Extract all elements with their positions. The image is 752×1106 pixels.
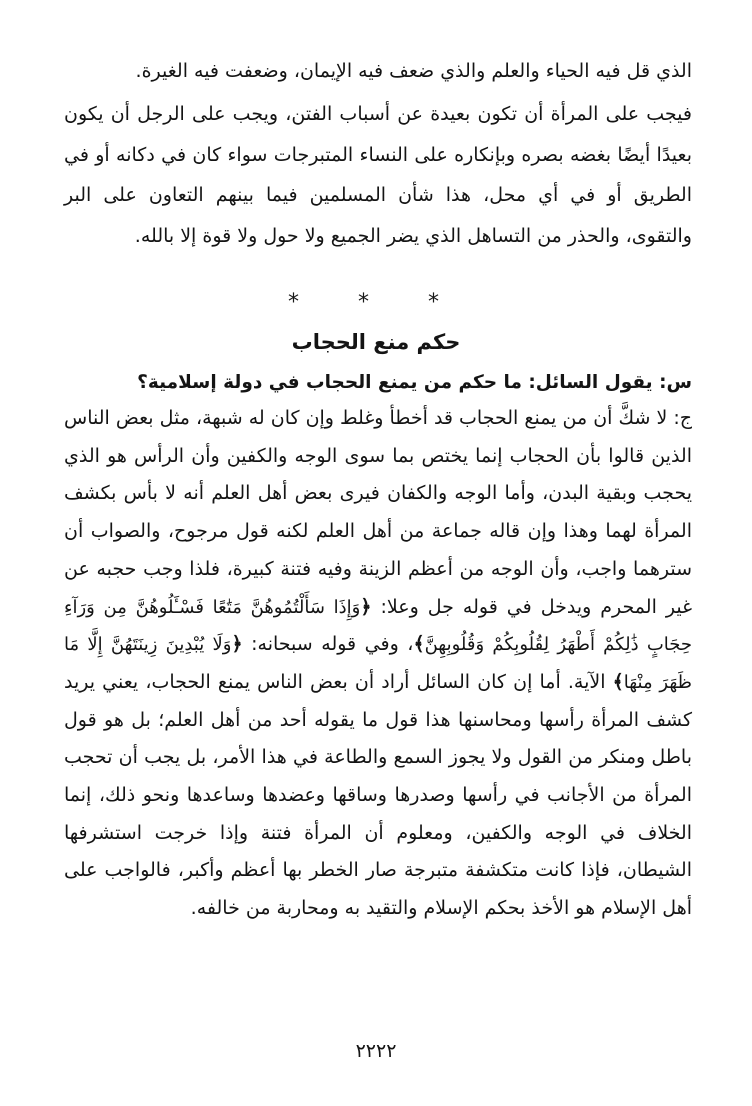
answer-part-2: الآية. أما إن كان السائل أراد أن بعض الناس يمنع الحجاب، يعني يريد كشف المرأة رأسها ومحاسنها هذا قول ما يقوله أحد من أهل العلم؛ بل هو قول باطل ومنكر من القول ولا يجوز السمع والطاعة في هذا الأمر، بل يجب أن تحجب المرأة من الأجانب في رأسها وصدرها وساقها وعضدها وساعدها ونحو ذلك، إنما الخلاف في الوجه والكفين، ومعلوم أن المرأة فتنة وإذا خرجت استشرفها الشيطان، فإذا كانت متكشفة متبرجة صار الخطر بها أعظم وأكبر، فالواجب على أهل الإسلام هو الأخذ بحكم الإسلام والتقيد به ومحاربة من خالفه. — [64, 670, 692, 920]
separator-star-icon: * — [288, 290, 299, 315]
section-separator — [0, 290, 752, 320]
answer-part-1: ج: لا شكَّ أن من يمنع الحجاب قد أخطأ وغلط وإن كان له شبهة، مثل بعض الناس الذين قالوا بأن الحجاب إنما يختص بما سوى الوجه والكفين وأن الرأس هو الذي يحجب وبقية البدن، وأما الوجه والكفان فيرى بعض أهل العلم أنه لا بأس بكشف المرأة لهما وهذا وإن قاله جماعة من أهل العلم لكنه قول مرجوح، والصواب أن سترهما واجب، وأن الوجه من أعظم الزينة وفيه فتنة كبيرة، فلذا وجب حجبه عن غير المحرم ويدخل في قوله جل وعلا: — [64, 407, 693, 618]
quran-bracket-close: ﴾ — [612, 670, 624, 693]
quran-verse-2: وَلَا يُبْدِينَ زِينَتَهُنَّ إِلَّا مَا ظَهَرَ مِنْهَا — [64, 634, 692, 693]
quran-bracket-open: ﴿ — [360, 595, 372, 618]
quran-bracket-open: ﴿ — [231, 633, 243, 656]
separator-star-icon: * — [358, 290, 369, 315]
paragraph-advice: فيجب على المرأة أن تكون بعيدة عن أسباب الفتن، ويجب على الرجل أن يكون بعيدًا أيضًا بغضه بصره وبإنكاره على النساء المتبرجات سواء كان في دكانه أو في الطريق أو في أي محل، هذا شأن المسلمين فيما بينهم التعاون على البر والتقوى، والحذر من التساهل الذي يضر الجميع ولا حول ولا قوة إلا بالله. — [64, 103, 692, 247]
quran-bracket-close: ﴾ — [413, 633, 425, 656]
paragraph-continuation: الذي قل فيه الحياء والعلم والذي ضعف فيه الإيمان، وضعفت فيه الغيرة. — [135, 60, 692, 82]
question-text: س: يقول السائل: ما حكم من يمنع الحجاب في دولة إسلامية؟ — [137, 372, 692, 393]
answer-connector: ، وفي قوله سبحانه: — [251, 633, 414, 656]
page-number: ٢٢٢٢ — [355, 1040, 397, 1062]
separator-star-icon: * — [428, 290, 439, 315]
section-title: حكم منع الحجاب — [291, 330, 461, 354]
answer-paragraph — [64, 400, 692, 928]
quran-verse-1: وَإِذَا سَأَلْتُمُوهُنَّ مَتَٰعًا فَسْـَٔلُوهُنَّ مِن وَرَآءِ حِجَابٍ ذَٰلِكُمْ أَطْهَرُ لِقُلُوبِكُمْ وَقُلُوبِهِنَّ — [64, 596, 692, 656]
